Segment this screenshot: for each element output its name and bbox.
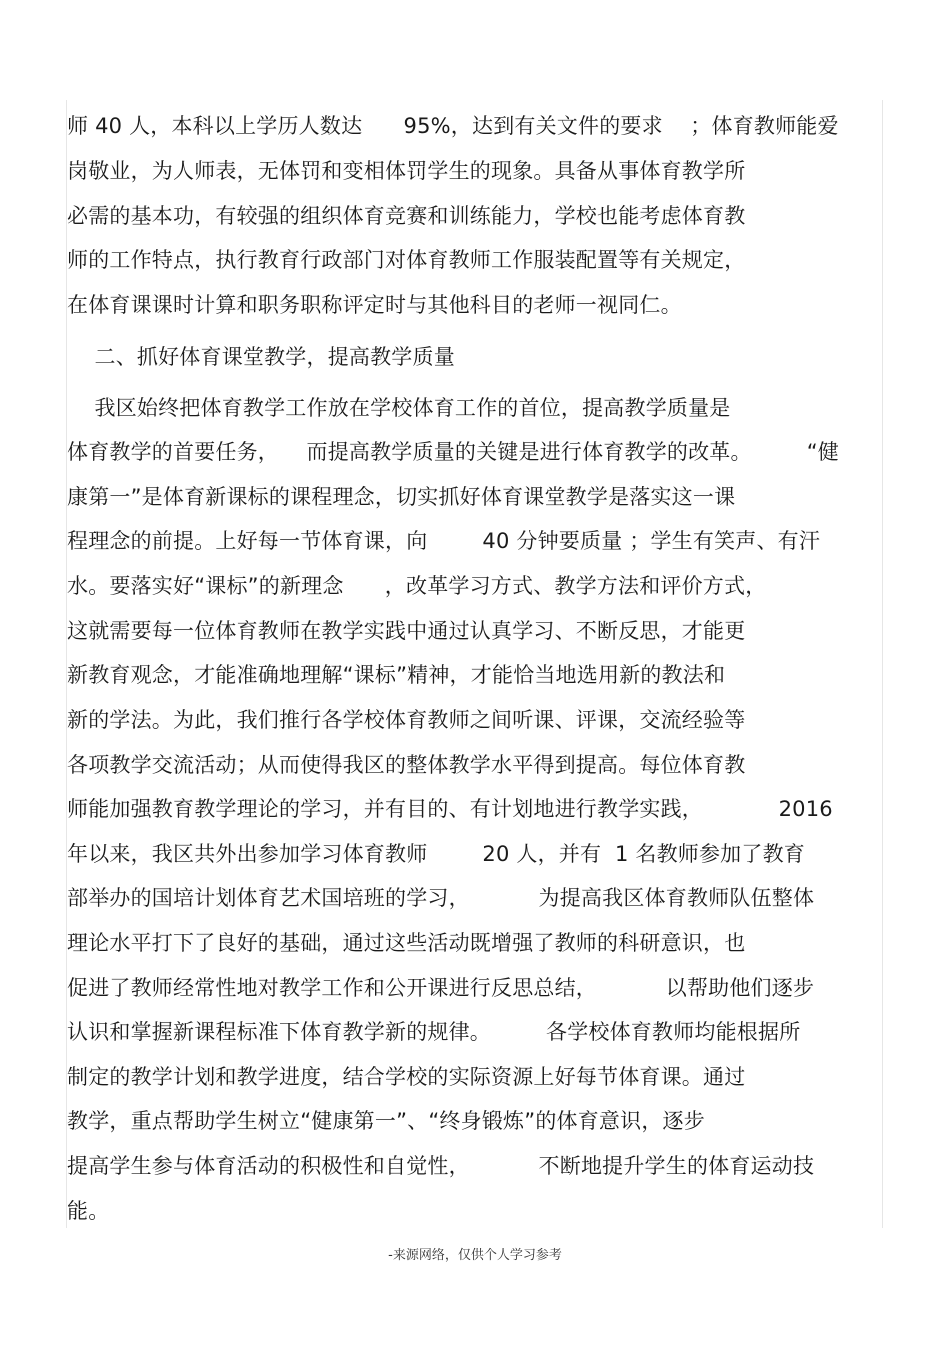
text-line: 体育教学的首要任务， 而提高教学质量的关键是进行体育教学的改革。 “健: [67, 440, 839, 464]
text-line: 新教育观念，才能准确地理解“课标”精神，才能恰当地选用新的教法和: [67, 663, 726, 687]
text-line: 各项教学交流活动；从而使得我区的整体教学水平得到提高。每位体育教: [67, 753, 746, 777]
text-line: 在体育课课时计算和职务职称评定时与其他科目的老师一视同仁。: [67, 293, 682, 317]
page-footer: -来源网络，仅供个人学习参考: [388, 1248, 562, 1263]
page-border-right: [882, 100, 883, 1228]
text-line: 促进了教师经常性地对教学工作和公开课进行反思总结， 以帮助他们逐步: [67, 976, 815, 1000]
text-line: 能。: [67, 1199, 110, 1223]
text-line: 师 40 人，本科以上学历人数达 95%，达到有关文件的要求 ；体育教师能爱: [67, 114, 839, 138]
text-line: 师的工作特点，执行教育行政部门对体育教师工作服装配置等有关规定，: [67, 248, 746, 272]
text-line: 这就需要每一位体育教师在教学实践中通过认真学习、不断反思，才能更: [67, 619, 746, 643]
text-line: 水。要落实好“课标”的新理念 ，改革学习方式、教学方法和评价方式，: [67, 574, 767, 598]
text-line: 理论水平打下了良好的基础，通过这些活动既增强了教师的科研意识，也: [67, 931, 746, 955]
text-line: 程理念的前提。上好每一节体育课，向 40 分钟要质量 ；学生有笑声、有汗: [67, 529, 821, 553]
text-line: 师能加强教育教学理论的学习，并有目的、有计划地进行教学实践， 2016: [67, 797, 833, 821]
text-line: 认识和掌握新课程标准下体育教学新的规律。 各学校体育教师均能根据所: [67, 1020, 801, 1044]
text-line: 岗敬业，为人师表，无体罚和变相体罚学生的现象。具备从事体育教学所: [67, 159, 746, 183]
text-line: 我区始终把体育教学工作放在学校体育工作的首位，提高教学质量是: [67, 396, 731, 420]
text-line: 部举办的国培计划体育艺术国培班的学习， 为提高我区体育教师队伍整体: [67, 886, 815, 910]
section-heading: 二、抓好体育课堂教学，提高教学质量: [67, 345, 455, 369]
text-line: 提高学生参与体育活动的积极性和自觉性， 不断地提升学生的体育运动技: [67, 1154, 815, 1178]
text-line: 新的学法。为此，我们推行各学校体育教师之间听课、评课，交流经验等: [67, 708, 746, 732]
text-line: 康第一”是体育新课标的课程理念，切实抓好体育课堂教学是落实这一课: [67, 485, 736, 509]
text-line: 制定的教学计划和教学进度，结合学校的实际资源上好每节体育课。通过: [67, 1065, 746, 1089]
text-line: 教学，重点帮助学生树立“健康第一”、“终身锻炼”的体育意识，逐步: [67, 1109, 705, 1133]
text-line: 必需的基本功，有较强的组织体育竞赛和训练能力，学校也能考虑体育教: [67, 204, 746, 228]
text-line: 年以来，我区共外出参加学习体育教师 20 人，并有 1 名教师参加了教育: [67, 842, 805, 866]
